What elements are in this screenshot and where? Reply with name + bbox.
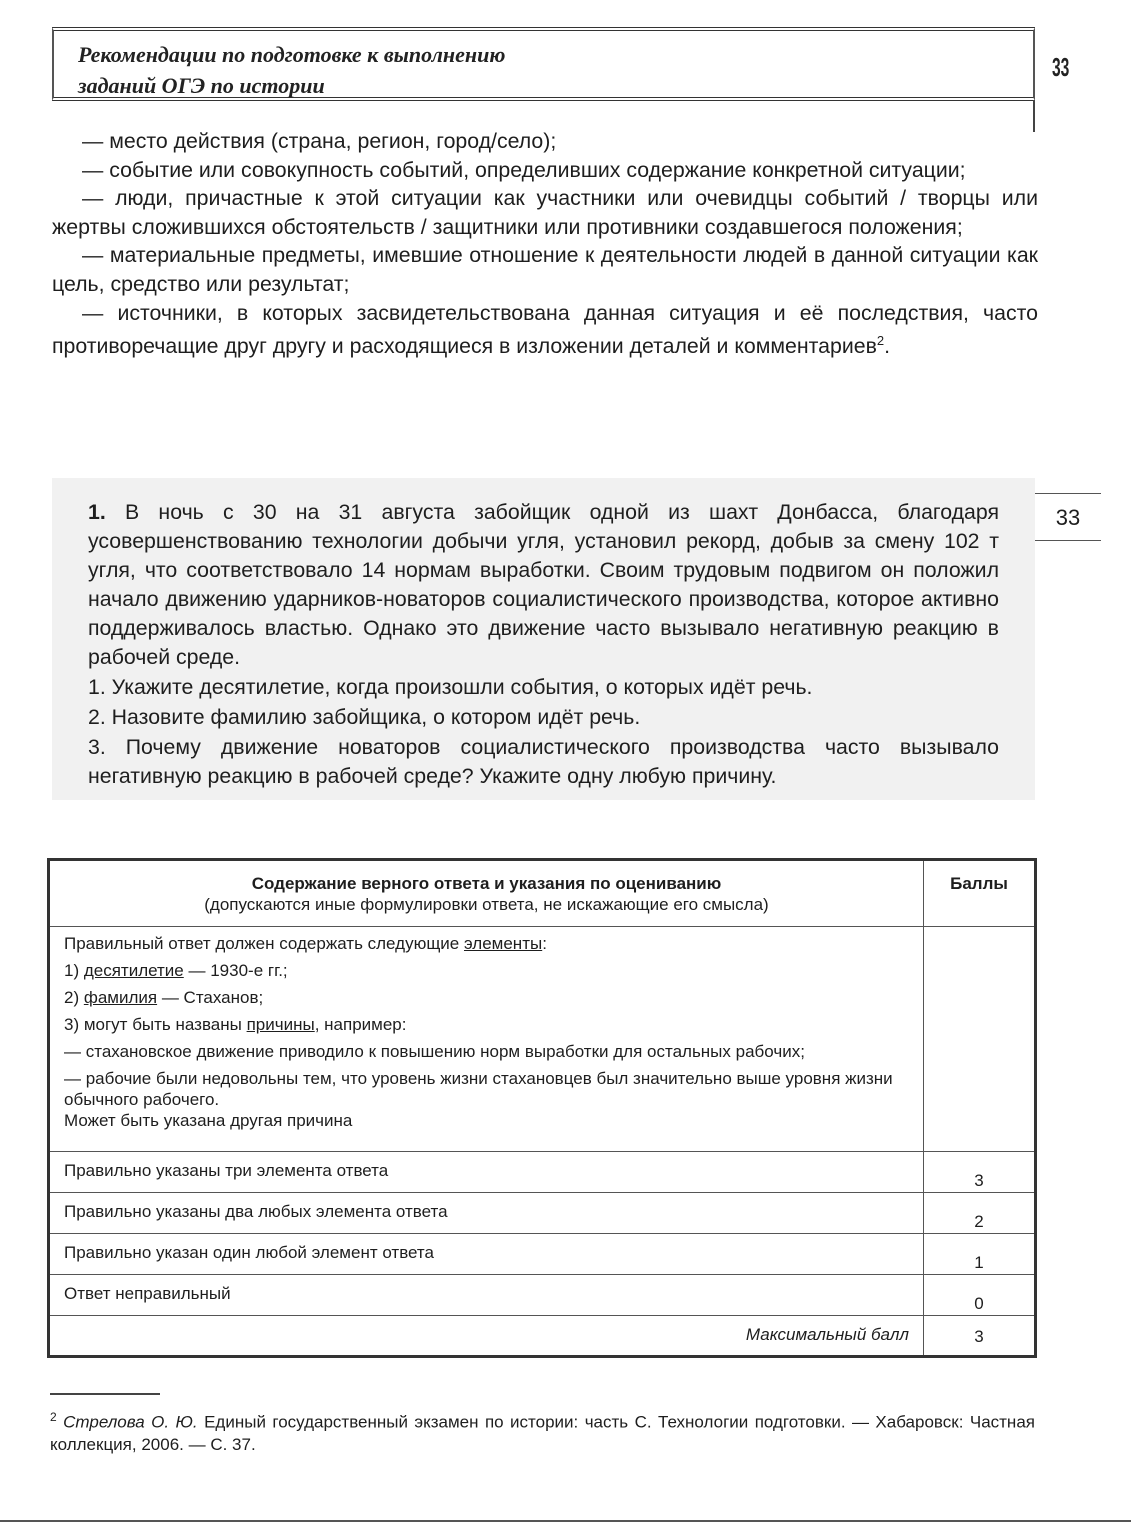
table-row bbox=[49, 1152, 1036, 1193]
task-question: 2. Назовите фамилию забойщика, о котором идёт речь. bbox=[88, 705, 641, 729]
footnote-author: Стрелова О. Ю. bbox=[63, 1412, 198, 1432]
underlined-term: причины bbox=[246, 1015, 315, 1034]
footnote bbox=[50, 1406, 1035, 1456]
underlined-term: фамилия bbox=[83, 988, 158, 1007]
header-subtitle: (допускаются иные формулировки ответа, не искажающие его смысла) bbox=[204, 895, 769, 914]
header-content bbox=[49, 860, 924, 927]
criterion: Ответ неправильный bbox=[49, 1275, 924, 1316]
page-bottom-rule bbox=[0, 1520, 1131, 1522]
body-item: — место действия (страна, регион, город/село); bbox=[82, 129, 557, 153]
answer-element bbox=[64, 960, 909, 981]
footnote-rule bbox=[50, 1393, 160, 1395]
reason-note: Может быть указана другая причина bbox=[64, 1111, 353, 1130]
table-row bbox=[49, 1193, 1036, 1234]
header-line-2: заданий ОГЭ по истории bbox=[78, 73, 325, 98]
points: 3 bbox=[924, 1152, 1036, 1193]
footnote-mark: 2 bbox=[50, 1410, 57, 1424]
text: — 1930-е гг.; bbox=[183, 961, 288, 980]
answer-content-row bbox=[49, 927, 1036, 1152]
text: 1) bbox=[64, 961, 84, 980]
footnote-ref: 2 bbox=[876, 333, 885, 349]
reason: — рабочие были недовольны тем, что уровень жизни стахановцев был значительно выше уровня жизни обычного рабочего. bbox=[64, 1069, 893, 1109]
empty-points bbox=[924, 927, 1036, 1152]
task-number: 1. bbox=[88, 500, 106, 524]
criterion: Правильно указан один любой элемент ответа bbox=[49, 1234, 924, 1275]
table-row bbox=[49, 1275, 1036, 1316]
answer-content bbox=[49, 927, 924, 1152]
underlined-term: элементы bbox=[463, 934, 543, 953]
max-row bbox=[49, 1316, 1036, 1357]
answer-element bbox=[64, 987, 909, 1008]
criterion: Правильно указаны два любых элемента ответа bbox=[49, 1193, 924, 1234]
max-points: 3 bbox=[924, 1316, 1036, 1357]
task-text bbox=[88, 498, 999, 672]
criterion: Правильно указаны три элемента ответа bbox=[49, 1152, 924, 1193]
body-item: — люди, причастные к этой ситуации как участники или очевидцы событий / творцы или жертвы сложившихся обстоятельств / защитники или противники создавшегося положения; bbox=[52, 186, 1038, 239]
header-line-1: Рекомендации по подготовке к выполнению bbox=[78, 42, 506, 67]
max-label: Максимальный балл bbox=[49, 1316, 924, 1357]
points: 2 bbox=[924, 1193, 1036, 1234]
task-body: В ночь с 30 на 31 августа забойщик одной из шахт Донбасса, благодаря усовершенствованию технологии добычи угля, установил рекорд, добыв за смену 102 т угля, что соответствовало 14 нормам выработки. Своим трудовым подвигом он положил начало движению ударников-новаторов социалистического производства, которое активно поддерживалось властью. Однако это движение часто вызывало негативную реакцию в рабочей среде. bbox=[88, 500, 999, 669]
header-points-label: Баллы bbox=[950, 874, 1008, 893]
body-item-text: — источники, в которых засвидетельствована данная ситуация и её последствия, часто противоречащие друг другу и расходящиеся в изложении деталей и комментариев bbox=[52, 300, 1038, 359]
running-header bbox=[52, 27, 1035, 101]
task-question: 3. Почему движение новаторов социалистического производства часто вызывало негативную реакцию в рабочей среде? Укажите одну любую причину. bbox=[88, 735, 999, 788]
task-question: 1. Укажите десятилетие, когда произошли события, о которых идёт речь. bbox=[88, 675, 813, 699]
answer-element bbox=[64, 1014, 909, 1035]
points: 1 bbox=[924, 1234, 1036, 1275]
table-header-row bbox=[49, 860, 1036, 927]
text: , например: bbox=[314, 1015, 407, 1034]
header-points bbox=[924, 860, 1036, 927]
points: 0 bbox=[924, 1275, 1036, 1316]
text: 3) могут быть названы bbox=[64, 1015, 247, 1034]
table-row bbox=[49, 1234, 1036, 1275]
footnote-text: Единый государственный экзамен по истории: часть С. Технологии подготовки. — Хабаровск: Частная коллекция, 2006. — С. 37. bbox=[50, 1412, 1035, 1454]
body-text bbox=[52, 127, 1038, 361]
body-item: — событие или совокупность событий, определивших содержание конкретной ситуации; bbox=[82, 157, 966, 182]
text: — Стаханов; bbox=[157, 988, 264, 1007]
text: : bbox=[542, 934, 547, 953]
answer-intro bbox=[64, 933, 909, 954]
body-item bbox=[52, 299, 1038, 361]
header-title: Содержание верного ответа и указания по оцениванию bbox=[251, 874, 722, 893]
body-end: . bbox=[884, 334, 891, 359]
reason: — стахановское движение приводило к повышению норм выработки для остальных рабочих; bbox=[64, 1042, 805, 1061]
body-item: — материальные предметы, имевшие отношение к деятельности людей в данной ситуации как цель, средство или результат; bbox=[52, 243, 1038, 296]
underlined-term: десятилетие bbox=[83, 961, 184, 980]
task-side-number: 33 bbox=[1035, 493, 1101, 541]
page-number: 33 bbox=[1052, 52, 1070, 82]
scoring-table bbox=[47, 858, 1037, 1358]
text: Правильный ответ должен содержать следующие bbox=[64, 934, 464, 953]
task-box bbox=[52, 478, 1035, 800]
text: 2) bbox=[64, 988, 84, 1007]
